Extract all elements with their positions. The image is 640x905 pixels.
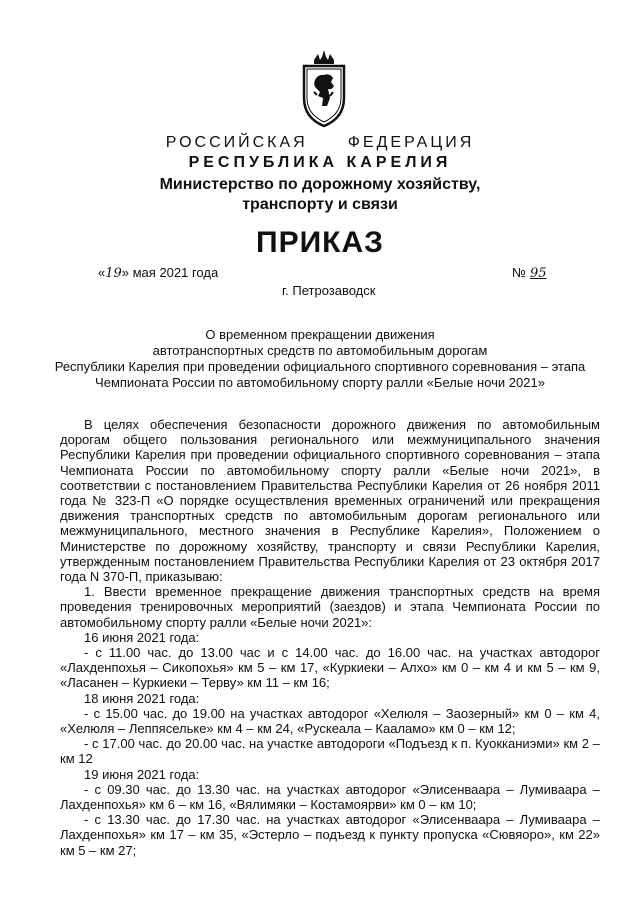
order-item-1: 1. Ввести временное прекращение движения транспортных средств на время проведения тренировочных мероприятий (заездов) и этапа Чемпионата России по автомобильному спорту ралли «Белые ночи 2021»: [60, 584, 600, 630]
handwritten-number: 95 [529, 266, 547, 281]
preamble-paragraph: В целях обеспечения безопасности дорожного движения по автомобильным дорогам общего пользования регионального или межмуниципального значения Республики Карелия при проведении официального спортивного соревнования – этапа Чемпионата России по автомобильному спорту ралли «Белые ночи 2021», в соответствии с постановлением Правительства Республики Карелия от 26 ноября 2011 года № 323-П «О порядке осуществления временных ограничений или прекращения движения транспортных средств по автомобильным дорогам регионального или межмуниципального, местного значения в Республике Карелия», Положением о Министерстве по дорожному хозяйству, транспорту и связи Республики Карелия, утвержденным постановлением Правительства Республики Карелия от 23 октября 2017 года N 370-П, приказываю: [60, 417, 600, 585]
document-number: № 95 [512, 265, 547, 281]
schedule-entry: - с 13.30 час. до 17.30 час. на участках автодорог «Элисенваара – Лумиваара – Лахденпохья» км 17 – км 35, «Эстерло – подъезд к пункту пропуска «Сювяоро», км 22» км 5 – км 27; [60, 812, 600, 858]
schedule-date: 16 июня 2021 года: [84, 629, 200, 645]
schedule-entry: - с 09.30 час. до 13.30 час. на участках автодорог «Элисенваара – Лумиваара – Лахденпохья» км 6 – км 16, «Вялимяки – Костамоярви» км 0 – км 10; [60, 781, 600, 813]
schedule-date: 19 июня 2021 года: [84, 766, 200, 782]
order-subject: О временном прекращении движения автотранспортных средств по автомобильным дорогам Республики Карелия при проведении официального спортивного соревнования – этапа Чемпионата России по автомобильному спорту ралли «Белые ночи 2021» [54, 327, 586, 390]
country-heading: РОССИЙСКАЯ ФЕДЕРАЦИЯ [165, 134, 475, 151]
republic-heading: РЕСПУБЛИКА КАРЕЛИЯ [188, 154, 452, 171]
schedule-entry: - с 15.00 час. до 19.00 на участках автодорог «Хелюля – Заозерный» км 0 – км 4, «Хелюля – Леппясельке» км 4 – км 24, «Рускеала – Кааламо» км 0 – км 12; [60, 705, 600, 737]
order-body [60, 417, 600, 858]
karelia-coat-of-arms-emblem [298, 48, 350, 128]
document-city: г. Петрозаводск [282, 283, 376, 298]
handwritten-day: 19 [105, 266, 122, 281]
document-title: ПРИКАЗ [256, 226, 384, 259]
schedule-date: 18 июня 2021 года: [84, 690, 200, 706]
ministry-heading: Министерство по дорожному хозяйству, транспорту и связи [159, 176, 481, 213]
schedule-entry: - с 11.00 час. до 13.00 час и с 14.00 час. до 16.00 час. на участках автодорог «Лахденпохья – Сикопохья» км 5 – км 17, «Куркиеки – Алхо» км 0 – км 4 и км 5 – км 9, «Ласанен – Куркиеки – Терву» км 11 – км 16; [60, 645, 600, 691]
schedule-entry: - с 17.00 час. до 20.00 час. на участке автодороги «Подъезд к п. Куокканиэми» км 2 – км 12 [60, 736, 600, 767]
document-date: «19» мая 2021 года [98, 265, 219, 281]
